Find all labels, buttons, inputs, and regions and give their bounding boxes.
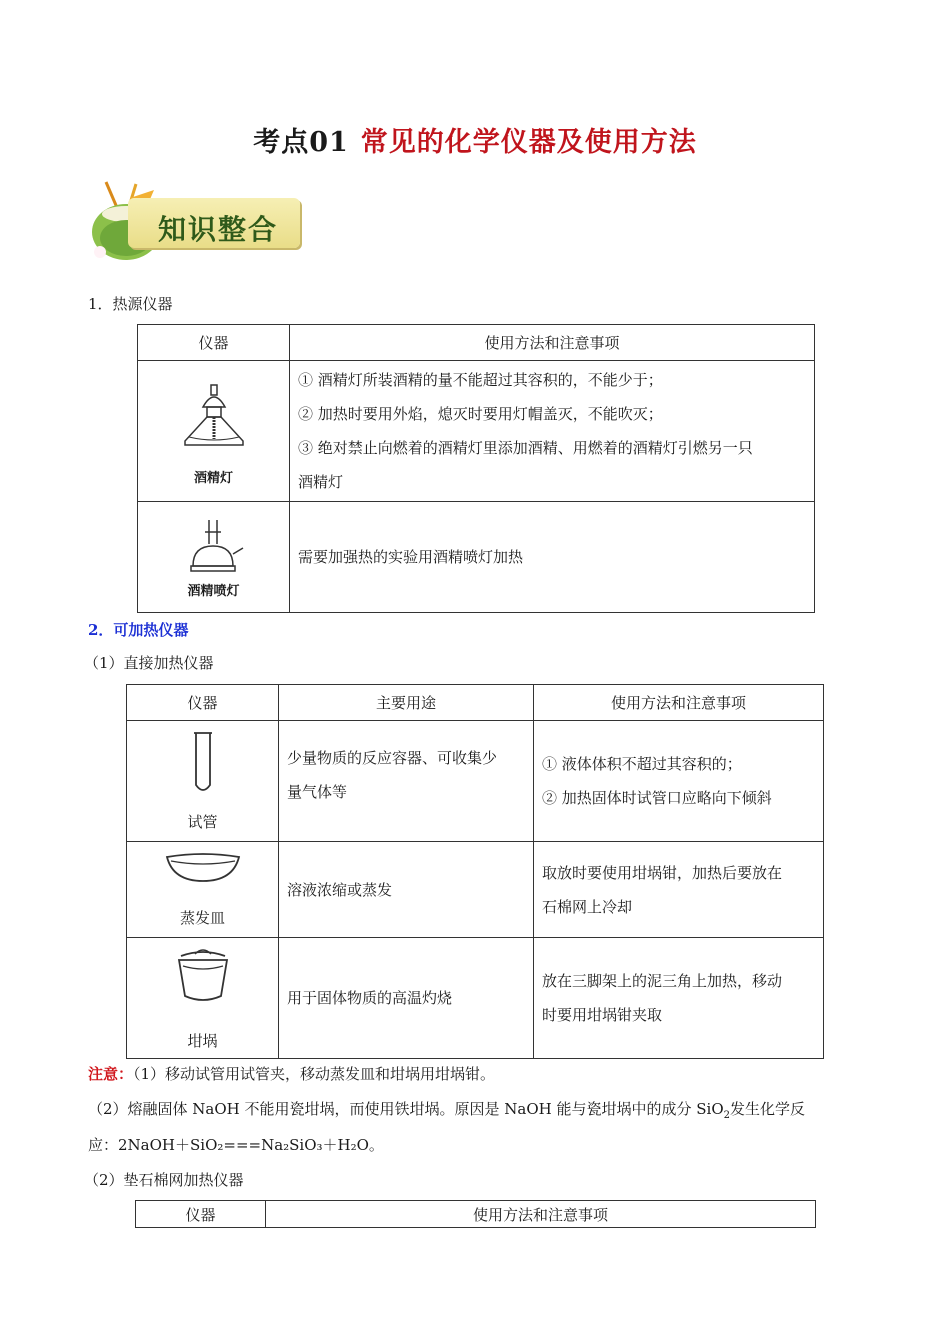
blowtorch-cell	[138, 502, 290, 613]
blowtorch-label: 酒精喷灯	[187, 583, 240, 599]
alcohol-lamp-note-2: ② 加热时要用外焰，熄灭时要用灯帽盖灭，不能吹灭；	[298, 405, 663, 423]
test-tube-label: 试管	[187, 812, 218, 831]
page-title	[0, 120, 950, 159]
note-1-text: （1）移动试管用试管夹，移动蒸发皿和坩埚用坩埚钳。	[133, 1065, 496, 1083]
table2-header-use: 主要用途	[279, 685, 534, 721]
crucible-note-1: 放在三脚架上的泥三角上加热，移动	[542, 972, 783, 990]
section2-sub1: （1）直接加热仪器	[84, 654, 214, 672]
evaporating-dish-use	[279, 842, 534, 938]
evaporating-dish-notes	[534, 842, 824, 938]
crucible-notes	[534, 938, 824, 1059]
table3-header-notes: 使用方法和注意事项	[266, 1201, 816, 1228]
asbestos-net-table	[135, 1200, 816, 1228]
crucible-label: 坩埚	[187, 1031, 218, 1050]
section1-heading: 1．热源仪器	[88, 295, 173, 313]
evaporating-dish-note-2: 石棉网上冷却	[542, 897, 633, 916]
table3-header-instrument: 仪器	[136, 1201, 266, 1228]
note-label: 注意：	[88, 1065, 134, 1083]
crucible-cell	[127, 938, 279, 1059]
title-number: 考点01	[253, 127, 349, 158]
alcohol-lamp-cell	[138, 361, 290, 502]
table2-header-instrument: 仪器	[127, 685, 279, 721]
section2-heading: 2．可加热仪器	[88, 621, 189, 639]
evaporating-dish-note-1: 取放时要使用坩埚钳，加热后要放在	[542, 863, 783, 882]
alcohol-lamp-note-1: ① 酒精灯所装酒精的量不能超过其容积的，不能少于；	[298, 371, 663, 389]
test-tube-icon	[188, 731, 218, 797]
crucible-note-2: 时要用坩埚钳夹取	[542, 1006, 663, 1024]
table2-header-notes: 使用方法和注意事项	[534, 685, 824, 721]
evaporating-dish-use-1: 溶液浓缩或蒸发	[287, 880, 393, 899]
evaporating-dish-icon	[163, 851, 243, 885]
test-tube-use-2: 量气体等	[287, 783, 348, 801]
test-tube-use-1: 少量物质的反应容器、可收集少	[287, 749, 498, 767]
evaporating-dish-label: 蒸发皿	[179, 909, 225, 927]
test-tube-note-1: ① 液体体积不超过其容积的；	[542, 755, 742, 773]
note-2-text: （2）熔融固体 NaOH 不能用瓷坩埚，而使用铁坩埚。原因是 NaOH 能与瓷坩埚中的成分 SiO	[88, 1100, 724, 1118]
test-tube-note-2: ② 加热固体时试管口应略向下倾斜	[542, 789, 772, 807]
note-line-2	[88, 1098, 805, 1121]
blowtorch-notes	[290, 502, 815, 613]
alcohol-lamp-label: 酒精灯	[193, 470, 233, 486]
section2-sub2: （2）垫石棉网加热仪器	[84, 1171, 244, 1189]
crucible-use	[279, 938, 534, 1059]
evaporating-dish-cell	[127, 842, 279, 938]
test-tube-notes	[534, 721, 824, 842]
table1-header-notes: 使用方法和注意事项	[290, 325, 815, 361]
alcohol-lamp-notes	[290, 361, 815, 502]
note-line-3: 应：2NaOH＋SiO₂===Na₂SiO₃＋H₂O。	[88, 1136, 384, 1154]
crucible-use-1: 用于固体物质的高温灼烧	[287, 989, 453, 1007]
alcohol-blowtorch-icon	[179, 518, 249, 580]
note-2-tail: 发生化学反	[730, 1100, 806, 1118]
alcohol-lamp-icon	[179, 383, 249, 467]
note-line-1	[88, 1063, 495, 1084]
knowledge-banner	[88, 180, 303, 265]
alcohol-lamp-note-4: 酒精灯	[298, 473, 344, 491]
alcohol-lamp-note-3: ③ 绝对禁止向燃着的酒精灯里添加酒精、用燃着的酒精灯引燃另一只	[298, 439, 753, 457]
blowtorch-note-1: 需要加强热的实验用酒精喷灯加热	[298, 548, 524, 566]
note-2-subscript: 2	[723, 1110, 731, 1121]
table1-header-instrument: 仪器	[138, 325, 290, 361]
test-tube-cell	[127, 721, 279, 842]
crucible-icon	[173, 946, 233, 1004]
heat-source-table	[137, 324, 815, 613]
direct-heating-table	[126, 684, 824, 1059]
title-main: 常见的化学仪器及使用方法	[360, 127, 697, 158]
banner-label: 知识整合	[158, 213, 279, 246]
test-tube-use	[279, 721, 534, 842]
